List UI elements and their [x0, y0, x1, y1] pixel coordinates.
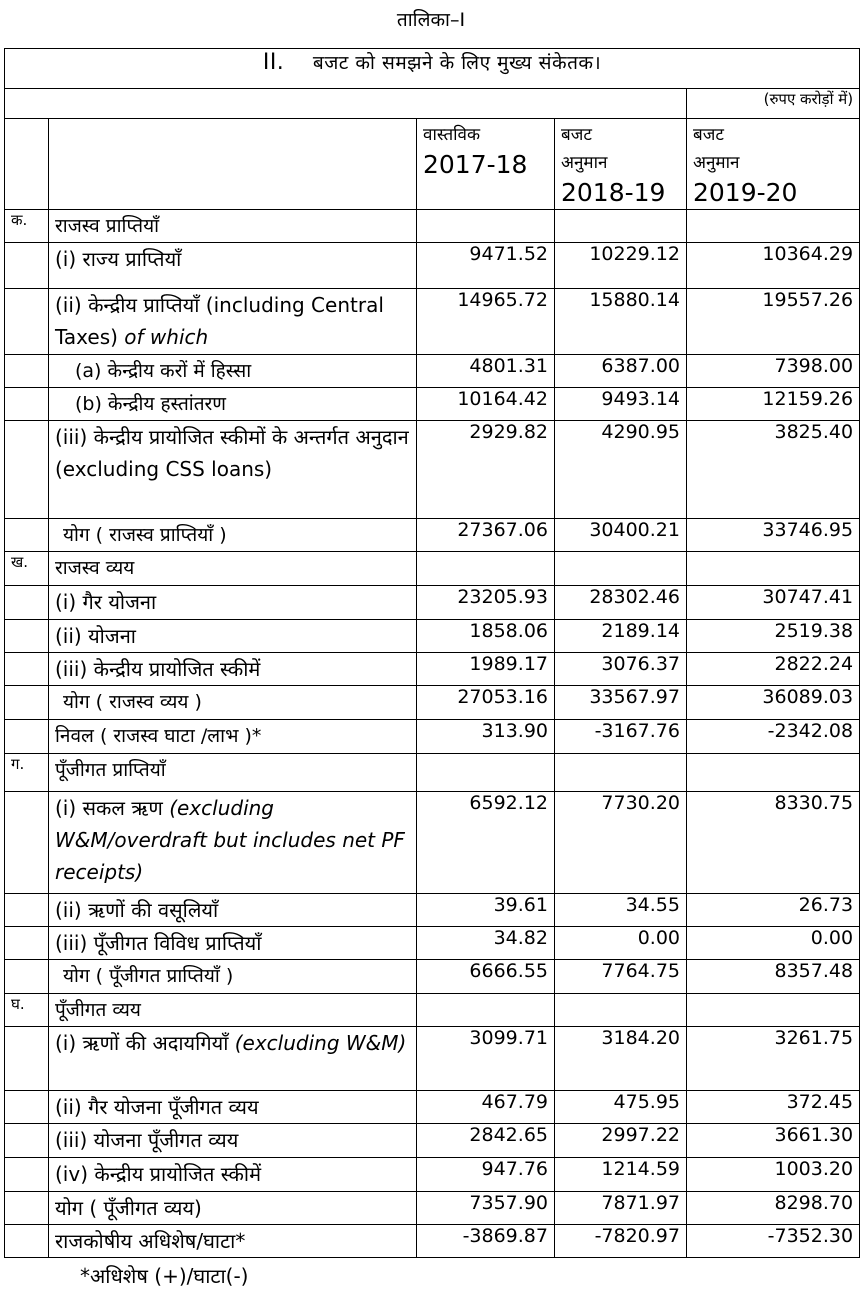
row-section-label: क.	[5, 210, 49, 243]
table-row	[5, 1027, 860, 1091]
row-description	[49, 1192, 417, 1225]
value-cell-be-2019-20: 7398.00	[687, 355, 860, 388]
table-row	[5, 754, 860, 792]
value-cell-be-2018-19: 28302.46	[555, 586, 687, 620]
budget-indicators-table	[4, 48, 860, 1258]
row-description-text: योग ( पूँजीगत व्यय)	[55, 1196, 202, 1220]
row-description	[49, 243, 417, 289]
row-description-text: राजस्व व्यय	[55, 557, 135, 579]
value-cell-be-2018-19: -3167.76	[555, 720, 687, 754]
value-cell-be-2019-20: 3261.75	[687, 1027, 860, 1091]
row-description	[49, 388, 417, 421]
row-section-label	[5, 720, 49, 754]
row-section-label	[5, 388, 49, 421]
value-cell-be-2019-20: 10364.29	[687, 243, 860, 289]
value-cell-be-2019-20: -7352.30	[687, 1225, 860, 1258]
row-section-label	[5, 686, 49, 720]
value-cell-actual-2017-18: 1989.17	[417, 653, 555, 686]
table-row	[5, 960, 860, 994]
value-cell-be-2019-20: 3661.30	[687, 1124, 860, 1158]
table-row	[5, 586, 860, 620]
row-section-label	[5, 289, 49, 355]
row-description	[49, 1124, 417, 1158]
value-cell-actual-2017-18: 7357.90	[417, 1192, 555, 1225]
row-description-text: (ii) योजना	[55, 624, 136, 648]
row-description-text: (iv) केन्द्रीय प्रायोजित स्कीमें	[55, 1162, 262, 1186]
value-cell-be-2019-20: 0.00	[687, 927, 860, 960]
value-cell-actual-2017-18	[417, 994, 555, 1027]
value-cell-be-2019-20	[687, 754, 860, 792]
value-cell-actual-2017-18: 6592.12	[417, 792, 555, 894]
value-cell-be-2018-19: 2997.22	[555, 1124, 687, 1158]
table-row	[5, 686, 860, 720]
table-row	[5, 1124, 860, 1158]
column-header-be-2019: बजट अनुमान 2019-20	[687, 119, 860, 210]
table-row	[5, 519, 860, 552]
value-cell-actual-2017-18: 27053.16	[417, 686, 555, 720]
table-row	[5, 720, 860, 754]
row-description	[49, 421, 417, 519]
row-section-label	[5, 894, 49, 927]
value-cell-be-2018-19: 475.95	[555, 1091, 687, 1124]
column-header-actual: वास्तविक 2017-18	[417, 119, 555, 210]
row-description	[49, 653, 417, 686]
value-cell-be-2018-19	[555, 210, 687, 243]
row-section-label	[5, 1124, 49, 1158]
value-cell-actual-2017-18: 313.90	[417, 720, 555, 754]
value-cell-actual-2017-18: 947.76	[417, 1158, 555, 1192]
column-header-row	[5, 119, 860, 210]
row-description-text: (b) केन्द्रीय हस्तांतरण	[75, 393, 227, 415]
value-cell-actual-2017-18: 34.82	[417, 927, 555, 960]
value-cell-actual-2017-18: 3099.71	[417, 1027, 555, 1091]
value-cell-be-2018-19: 3184.20	[555, 1027, 687, 1091]
value-cell-be-2019-20: 3825.40	[687, 421, 860, 519]
value-cell-actual-2017-18: 9471.52	[417, 243, 555, 289]
row-description-text: (i) गैर योजना	[55, 590, 157, 614]
value-cell-be-2019-20	[687, 210, 860, 243]
row-description	[49, 620, 417, 653]
row-section-label	[5, 1192, 49, 1225]
value-cell-actual-2017-18: 14965.72	[417, 289, 555, 355]
value-cell-actual-2017-18: 23205.93	[417, 586, 555, 620]
row-description	[49, 686, 417, 720]
unit-row	[5, 89, 860, 119]
value-cell-actual-2017-18: 1858.06	[417, 620, 555, 653]
value-cell-be-2019-20	[687, 994, 860, 1027]
value-cell-be-2018-19: 30400.21	[555, 519, 687, 552]
row-section-label: घ.	[5, 994, 49, 1027]
row-description	[49, 586, 417, 620]
value-cell-actual-2017-18: 467.79	[417, 1091, 555, 1124]
row-description-text: (iii) केन्द्रीय प्रायोजित स्कीमों के अन्तर्गत अनुदान (excluding CSS loans)	[55, 425, 409, 481]
table-row	[5, 289, 860, 355]
row-section-label	[5, 586, 49, 620]
row-description-text: (iii) पूँजीगत विविध प्राप्तियाँ	[55, 931, 262, 955]
value-cell-be-2018-19: 10229.12	[555, 243, 687, 289]
row-description-text: राजकोषीय अधिशेष/घाटा*	[55, 1229, 246, 1253]
value-cell-actual-2017-18	[417, 754, 555, 792]
value-cell-be-2018-19: 7764.75	[555, 960, 687, 994]
row-description-text: (ii) गैर योजना पूँजीगत व्यय	[55, 1095, 259, 1119]
value-cell-actual-2017-18: -3869.87	[417, 1225, 555, 1258]
row-description	[49, 552, 417, 586]
value-cell-be-2018-19	[555, 552, 687, 586]
table-row	[5, 388, 860, 421]
row-description-text: राजस्व प्राप्तियाँ	[55, 215, 160, 237]
value-cell-actual-2017-18: 2842.65	[417, 1124, 555, 1158]
value-cell-be-2018-19: 34.55	[555, 894, 687, 927]
value-cell-be-2018-19: 6387.00	[555, 355, 687, 388]
value-cell-be-2019-20: 33746.95	[687, 519, 860, 552]
table-row	[5, 927, 860, 960]
value-cell-be-2018-19: 3076.37	[555, 653, 687, 686]
value-cell-actual-2017-18: 39.61	[417, 894, 555, 927]
row-section-label	[5, 1091, 49, 1124]
value-cell-actual-2017-18	[417, 210, 555, 243]
row-description-text: (ii) ऋणों की वसूलियाँ	[55, 898, 219, 922]
row-section-label	[5, 1225, 49, 1258]
row-description-text: योग ( पूँजीगत प्राप्तियाँ )	[63, 965, 234, 987]
table-row	[5, 894, 860, 927]
value-cell-be-2018-19	[555, 754, 687, 792]
value-cell-be-2018-19: 1214.59	[555, 1158, 687, 1192]
value-cell-be-2019-20: 30747.41	[687, 586, 860, 620]
row-section-label	[5, 1158, 49, 1192]
row-section-label	[5, 960, 49, 994]
value-cell-actual-2017-18: 27367.06	[417, 519, 555, 552]
row-description	[49, 519, 417, 552]
row-section-label	[5, 355, 49, 388]
row-description	[49, 1158, 417, 1192]
value-cell-be-2019-20: 2519.38	[687, 620, 860, 653]
table-title	[5, 49, 860, 89]
value-cell-be-2018-19: 0.00	[555, 927, 687, 960]
value-cell-be-2018-19: 15880.14	[555, 289, 687, 355]
row-description	[49, 210, 417, 243]
row-description-italic: (excluding W&M/overdraft but includes net PF receipts)	[55, 796, 405, 884]
row-description	[49, 994, 417, 1027]
table-row	[5, 243, 860, 289]
row-description	[49, 960, 417, 994]
row-description-text: योग ( राजस्व प्राप्तियाँ )	[63, 524, 227, 546]
row-description	[49, 1027, 417, 1091]
table-row	[5, 421, 860, 519]
row-section-label	[5, 792, 49, 894]
row-description	[49, 355, 417, 388]
value-cell-be-2018-19: 2189.14	[555, 620, 687, 653]
value-cell-be-2019-20: 372.45	[687, 1091, 860, 1124]
value-cell-be-2019-20: 19557.26	[687, 289, 860, 355]
row-description	[49, 720, 417, 754]
row-description-text: (ii) केन्द्रीय प्राप्तियाँ (including Central Taxes)	[55, 293, 384, 349]
row-description	[49, 1091, 417, 1124]
row-section-label	[5, 519, 49, 552]
table-row	[5, 1225, 860, 1258]
value-cell-actual-2017-18: 4801.31	[417, 355, 555, 388]
value-cell-be-2019-20: 1003.20	[687, 1158, 860, 1192]
table-row	[5, 355, 860, 388]
row-description-text: पूँजीगत प्राप्तियाँ	[55, 759, 166, 781]
table-row	[5, 653, 860, 686]
row-description	[49, 792, 417, 894]
row-section-label: ख.	[5, 552, 49, 586]
row-section-label: ग.	[5, 754, 49, 792]
value-cell-be-2019-20	[687, 552, 860, 586]
table-row	[5, 210, 860, 243]
row-description	[49, 894, 417, 927]
row-description-text: योग ( राजस्व व्यय )	[63, 691, 202, 713]
value-cell-be-2019-20: 8298.70	[687, 1192, 860, 1225]
value-cell-be-2018-19: 4290.95	[555, 421, 687, 519]
row-description-text: (i) सकल ऋण	[55, 796, 163, 820]
table-row	[5, 620, 860, 653]
row-description-text: (i) राज्य प्राप्तियाँ	[55, 247, 182, 271]
table-body	[5, 210, 860, 1258]
table-row	[5, 1192, 860, 1225]
value-cell-actual-2017-18: 2929.82	[417, 421, 555, 519]
row-description-text: (a) केन्द्रीय करों में हिस्सा	[75, 360, 252, 382]
table-title-text: बजट को समझने के लिए मुख्य संकेतक।	[312, 52, 602, 74]
row-section-label	[5, 243, 49, 289]
value-cell-be-2019-20: 2822.24	[687, 653, 860, 686]
row-description-text: पूँजीगत व्यय	[55, 999, 141, 1021]
document-title: तालिका–I	[396, 9, 466, 31]
row-section-label	[5, 653, 49, 686]
row-section-label	[5, 1027, 49, 1091]
value-cell-be-2018-19	[555, 994, 687, 1027]
row-section-label	[5, 421, 49, 519]
row-description-text: (iii) केन्द्रीय प्रायोजित स्कीमें	[55, 657, 261, 681]
value-cell-be-2018-19: 33567.97	[555, 686, 687, 720]
value-cell-be-2018-19: 7871.97	[555, 1192, 687, 1225]
value-cell-actual-2017-18	[417, 552, 555, 586]
row-description	[49, 1225, 417, 1258]
row-description	[49, 754, 417, 792]
table-row	[5, 1091, 860, 1124]
table-title-number: II.	[262, 50, 285, 75]
value-cell-be-2019-20: -2342.08	[687, 720, 860, 754]
value-cell-be-2019-20: 8357.48	[687, 960, 860, 994]
value-cell-be-2018-19: -7820.97	[555, 1225, 687, 1258]
table-row	[5, 994, 860, 1027]
row-description-text: (iii) योजना पूँजीगत व्यय	[55, 1128, 239, 1152]
row-description	[49, 289, 417, 355]
row-description-italic: of which	[117, 325, 209, 349]
row-section-label	[5, 927, 49, 960]
value-cell-be-2018-19: 9493.14	[555, 388, 687, 421]
row-section-label	[5, 620, 49, 653]
table-row	[5, 792, 860, 894]
column-header-be-2018: बजट अनुमान 2018-19	[555, 119, 687, 210]
table-row	[5, 552, 860, 586]
table-title-row	[5, 49, 860, 89]
unit-label: (रुपए करोड़ों में)	[687, 89, 860, 119]
value-cell-be-2019-20: 26.73	[687, 894, 860, 927]
value-cell-actual-2017-18: 10164.42	[417, 388, 555, 421]
table-row	[5, 1158, 860, 1192]
value-cell-be-2019-20: 8330.75	[687, 792, 860, 894]
value-cell-be-2018-19: 7730.20	[555, 792, 687, 894]
value-cell-actual-2017-18: 6666.55	[417, 960, 555, 994]
footnote: *अधिशेष (+)/घाटा(-)	[80, 1264, 249, 1288]
row-description	[49, 927, 417, 960]
row-description-text: (i) ऋणों की अदायगियाँ	[55, 1031, 229, 1055]
value-cell-be-2019-20: 12159.26	[687, 388, 860, 421]
value-cell-be-2019-20: 36089.03	[687, 686, 860, 720]
row-description-text: निवल ( राजस्व घाटा /लाभ )*	[55, 725, 262, 747]
row-description-italic: (excluding W&M)	[228, 1031, 407, 1055]
